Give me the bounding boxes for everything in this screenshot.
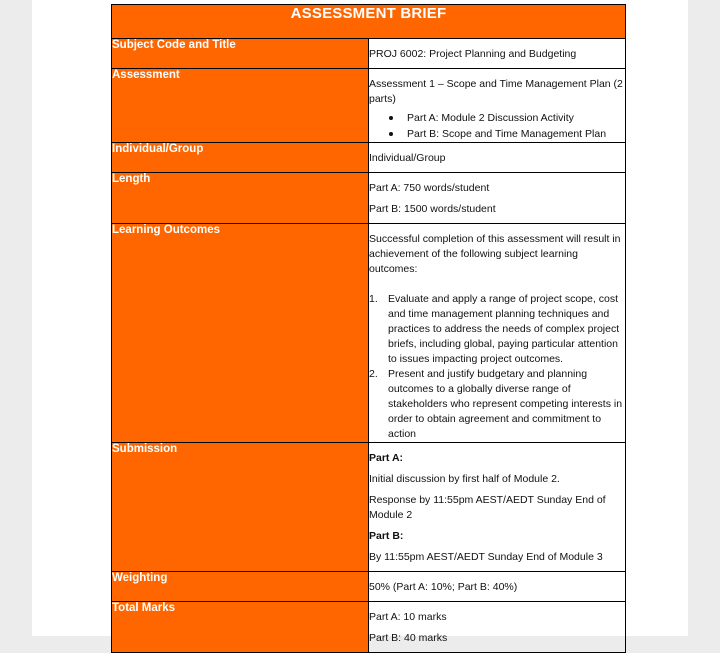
value-marks (369, 602, 626, 653)
value-submission (369, 443, 626, 572)
outcome-text: Evaluate and apply a range of project scope, cost and time management planning techniques and practices to address the needs of complex project briefs, including global, paying particular attention to issues impacting project outcomes. (388, 293, 620, 365)
submission-part-a-line-1: Initial discussion by first half of Module 2. (369, 473, 560, 485)
item-number: 1. (369, 293, 378, 305)
assessment-brief-table (111, 4, 626, 653)
row-subject (112, 39, 626, 69)
label-subject: Subject Code and Title (112, 39, 369, 69)
row-weighting (112, 572, 626, 602)
list-item (407, 110, 625, 126)
label-assessment: Assessment (112, 69, 369, 143)
outcome-text: Present and justify budgetary and planning outcomes to a globally diverse range of stakeholders who represent competing interests in order to obtain agreement and commitment to action (388, 368, 623, 440)
value-length (369, 173, 626, 224)
assessment-parts-list (369, 110, 625, 142)
value-weighting (369, 572, 626, 602)
row-submission (112, 443, 626, 572)
part-b-text: Part B: Scope and Time Management Plan (407, 128, 607, 140)
subject-text: PROJ 6002: Project Planning and Budgeting (369, 48, 577, 60)
length-line-a: Part A: 750 words/student (369, 182, 490, 194)
list-item (407, 126, 625, 142)
submission-part-b-heading: Part B: (369, 530, 404, 542)
document-page (32, 0, 688, 644)
row-outcomes (112, 224, 626, 443)
title-row (112, 5, 626, 39)
item-number: 2. (369, 368, 378, 380)
row-length (112, 173, 626, 224)
table-title: ASSESSMENT BRIEF (112, 5, 626, 39)
value-assessment (369, 69, 626, 143)
submission-part-a-heading: Part A: (369, 452, 404, 464)
row-group (112, 143, 626, 173)
part-a-text: Part A: Module 2 Discussion Activity (407, 112, 574, 124)
list-item (369, 367, 625, 442)
length-line-b: Part B: 1500 words/student (369, 203, 496, 215)
label-outcomes: Learning Outcomes (112, 224, 369, 443)
row-marks (112, 602, 626, 653)
value-subject (369, 39, 626, 69)
assessment-text: Assessment 1 – Scope and Time Management Plan (2 parts) (369, 78, 623, 105)
bullet-icon (389, 132, 393, 136)
list-item (369, 292, 625, 367)
marks-line-a: Part A: 10 marks (369, 611, 447, 623)
value-group (369, 143, 626, 173)
submission-part-a-line-2: Response by 11:55pm AEST/AEDT Sunday End of Module 2 (369, 494, 606, 521)
bullet-icon (389, 116, 393, 120)
label-marks: Total Marks (112, 602, 369, 653)
value-outcomes (369, 224, 626, 443)
label-group: Individual/Group (112, 143, 369, 173)
outcomes-list (369, 292, 625, 442)
label-weighting: Weighting (112, 572, 369, 602)
weighting-text: 50% (Part A: 10%; Part B: 40%) (369, 581, 518, 593)
submission-part-b-line-1: By 11:55pm AEST/AEDT Sunday End of Module 3 (369, 551, 603, 563)
group-text: Individual/Group (369, 152, 446, 164)
marks-line-b: Part B: 40 marks (369, 632, 448, 644)
outcomes-intro: Successful completion of this assessment will result in achievement of the following subject learning outcomes: (369, 233, 621, 275)
label-length: Length (112, 173, 369, 224)
label-submission: Submission (112, 443, 369, 572)
row-assessment (112, 69, 626, 143)
